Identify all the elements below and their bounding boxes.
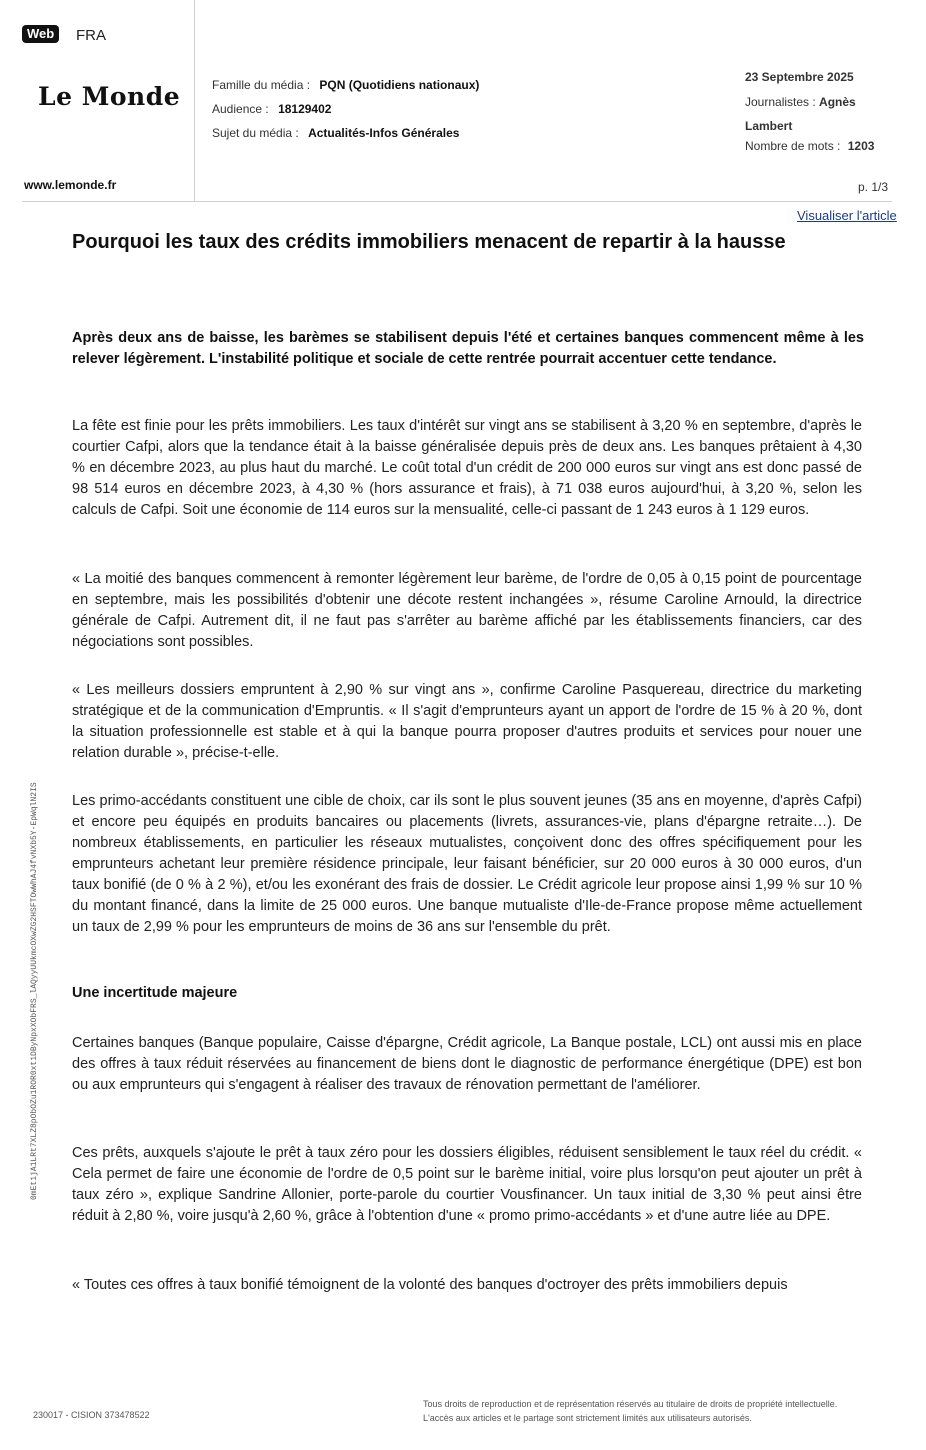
paragraph-2: « La moitié des banques commencent à remonter légèrement leur barème, de l'ordre de 0,05 à 0,15 point de pourcentage en septembre, mais les possibilités d'obtenir une décote restent inchangées », résume Caroline Arnould, la directrice générale de Cafpi. Autrement dit, il ne faut pas s'arrêter au barème affiché par les établissements financiers, car des négociations sont possibles.: [72, 571, 862, 650]
paragraph-6: Ces prêts, auxquels s'ajoute le prêt à taux zéro pour les dossiers éligibles, réduisent sensiblement le taux réel du crédit. « Cela permet de faire une économie de l'ordre de 0,5 point sur le barème initial, voire plus lorsqu'on peut ajouter un prêt à taux zéro », explique Sandrine Allonier, porte-parole du courtier Vousfinancer. Un taux initial de 3,30 % peut ainsi être réduit à 2,80 %, voire jusqu'à 2,60 %, grâce à l'obtention d'une « promo primo-accédants » et d'une autre liée au DPE.: [72, 1145, 862, 1224]
meta-audience-label: Audience :: [212, 102, 269, 116]
meta-sujet-value: Actualités-Infos Générales: [308, 126, 460, 140]
subheading: Une incertitude majeure: [72, 985, 238, 1001]
journalists-value-1: Agnès: [819, 95, 856, 109]
meta-audience-value: 18129402: [278, 102, 332, 116]
footer-copyright-2: L'accès aux articles et le partage sont strictement limités aux utilisateurs autorisés.: [423, 1413, 752, 1423]
meta-sujet-label: Sujet du média :: [212, 126, 299, 140]
le-monde-logo: Le Monde: [38, 82, 181, 111]
meta-famille: [212, 78, 479, 92]
paragraph-1: La fête est finie pour les prêts immobiliers. Les taux d'intérêt sur vingt ans se stabilisent à 3,20 % en septembre, d'après le courtier Cafpi, alors que la tendance était à la baisse généralisée depuis près de deux ans. Les banques prêtaient à 4,30 % en décembre 2023, au plus haut du marché. Le coût total d'un crédit de 200 000 euros sur vingt ans est donc passé de 98 514 euros en décembre 2023, à 4,30 % (hors assurance et frais), à 71 038 euros aujourd'hui, à 3,20 %, selon les calculs de Cafpi. Soit une économie de 114 euros sur la mensualité, celle-ci passant de 1 243 euros à 1 129 euros.: [72, 418, 862, 518]
paragraph-3: « Les meilleurs dossiers empruntent à 2,90 % sur vingt ans », confirme Caroline Pasquereau, directrice du marketing stratégique et de la communication d'Empruntis. « Il s'agit d'emprunteurs ayant un apport de l'ordre de 15 % à 20 %, dont la situation professionnelle est stable et à qui la banque pourra proposer d'autres produits et services pour nouer une relation durable », précise-t-elle.: [72, 682, 862, 761]
side-tracking-code: [2, 640, 72, 1200]
view-article-link[interactable]: Visualiser l'article: [797, 208, 897, 223]
journalists-label: Journalistes :: [745, 95, 816, 109]
article-title: Pourquoi les taux des crédits immobiliers menacent de repartir à la hausse: [72, 231, 786, 253]
side-tracking-text: 0mEt1jA1LRt7XLZ8pObOZu1ROR0xt1DByNpxXObFRS_lAQyyUUkmcOXwZG2HSFTOwWhAJ4fvNXb5Y-EpWqlN2IS: [30, 782, 39, 1200]
meta-famille-value: PQN (Quotidiens nationaux): [319, 78, 480, 92]
article-lead: Après deux ans de baisse, les barèmes se stabilisent depuis l'été et certaines banques commencent même à les relever légèrement. L'instabilité politique et sociale de cette rentrée pourrait accentuer cette tendance.: [72, 330, 864, 367]
website-url: www.lemonde.fr: [24, 178, 117, 192]
page-number: p. 1/3: [858, 180, 889, 194]
web-badge: Web: [22, 25, 59, 43]
header-divider-vertical: [194, 0, 195, 201]
article-date: 23 Septembre 2025: [745, 70, 854, 84]
meta-famille-label: Famille du média :: [212, 78, 311, 92]
word-count-label: Nombre de mots :: [745, 139, 841, 153]
journalists-cont: [745, 119, 905, 133]
header-divider-horizontal: [22, 201, 892, 202]
language-code: FRA: [76, 27, 106, 44]
paragraph-4: Les primo-accédants constituent une cible de choix, car ils sont le plus souvent jeunes (35 ans en moyenne, d'après Cafpi) et encore peu équipés en produits bancaires ou placements (livrets, assurances-vie, plans d'épargne retraite…). De nombreux établissements, en particulier les réseaux mutualistes, conçoivent donc des offres spécifiquement pour les emprunteurs achetant leur première résidence principale, leur faisant bénéficier, sur 20 000 euros à 30 000 euros, d'un taux bonifié (de 0 % à 2 %), et/ou les exonérant des frais de dossier. Le Crédit agricole leur propose ainsi 1,99 % sur 10 % du montant financé, dans la limite de 25 000 euros. Une banque mutualiste d'Ile-de-France propose même actuellement un taux de 2,99 % pour les emprunteurs de moins de 36 ans sur l'ensemble du prêt.: [72, 793, 862, 935]
footer-copyright: [423, 1397, 903, 1425]
footer-cision: 230017 - CISION 373478522: [33, 1410, 150, 1420]
paragraph-7: « Toutes ces offres à taux bonifié témoignent de la volonté des banques d'octroyer des prêts immobiliers depuis: [72, 1277, 788, 1293]
meta-sujet: [212, 126, 459, 140]
word-count-value: 1203: [847, 139, 875, 153]
footer-copyright-1: Tous droits de reproduction et de représentation réservés au titulaire de droits de propriété intellectuelle.: [423, 1399, 838, 1409]
journalists-value-2: Lambert: [745, 119, 793, 133]
word-count: [745, 139, 905, 153]
journalists: [745, 95, 905, 109]
paragraph-5: Certaines banques (Banque populaire, Caisse d'épargne, Crédit agricole, La Banque postale, LCL) ont aussi mis en place des offres à taux réduit réservées au financement de biens dont le diagnostic de performance énergétique (DPE) est bon ou aux emprunteurs qui s'engagent à réaliser des travaux de rénovation permettant de l'améliorer.: [72, 1035, 862, 1093]
meta-audience: [212, 102, 331, 116]
